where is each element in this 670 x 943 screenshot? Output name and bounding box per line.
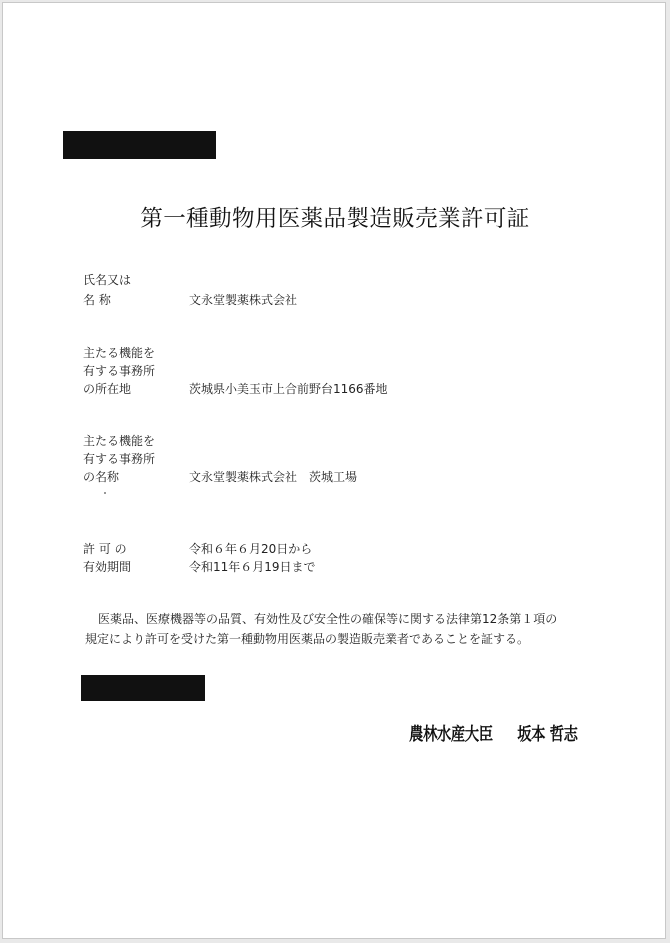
certification-line-2: 規定により許可を受けた第一種動物用医薬品の製造販売業者であることを証する。 <box>85 632 530 646</box>
period-label-line-2: 有効期間 <box>83 560 132 574</box>
document-title: 第一種動物用医薬品製造販売業許可証 <box>140 206 530 232</box>
address-value: 茨城県小美玉市上合前野台1166番地 <box>189 382 388 396</box>
certification-statement <box>85 609 595 649</box>
office-label-line-2: 有する事務所 <box>83 452 156 466</box>
redaction-bar-top <box>63 131 216 159</box>
scan-speck <box>104 492 106 494</box>
address-label-line-1: 主たる機能を <box>83 346 156 360</box>
period-end-value: 令和11年６月19日まで <box>189 560 316 574</box>
office-label-line-1: 主たる機能を <box>83 434 156 448</box>
period-start-value: 令和６年６月20日から <box>189 542 313 556</box>
signature-block <box>409 721 578 746</box>
name-label-line-1: 氏名又は <box>83 273 132 287</box>
permit-document-page <box>2 2 666 939</box>
certification-line-1: 医薬品、医療機器等の品質、有効性及び安全性の確保等に関する法律第12条第１項の <box>98 612 558 626</box>
period-label-line-1: 許 可 の <box>83 542 127 556</box>
office-value: 文永堂製薬株式会社 茨城工場 <box>189 470 358 484</box>
signatory-office: 農林水産大臣 <box>409 725 493 745</box>
signatory-name: 坂本 哲志 <box>517 725 578 745</box>
name-label-line-2: 名 称 <box>83 293 111 307</box>
redaction-bar-date <box>81 675 205 701</box>
address-label-line-3: の所在地 <box>83 382 132 396</box>
address-label-line-2: 有する事務所 <box>83 364 156 378</box>
office-label-line-3: の名称 <box>83 470 120 484</box>
name-value: 文永堂製薬株式会社 <box>189 293 298 307</box>
